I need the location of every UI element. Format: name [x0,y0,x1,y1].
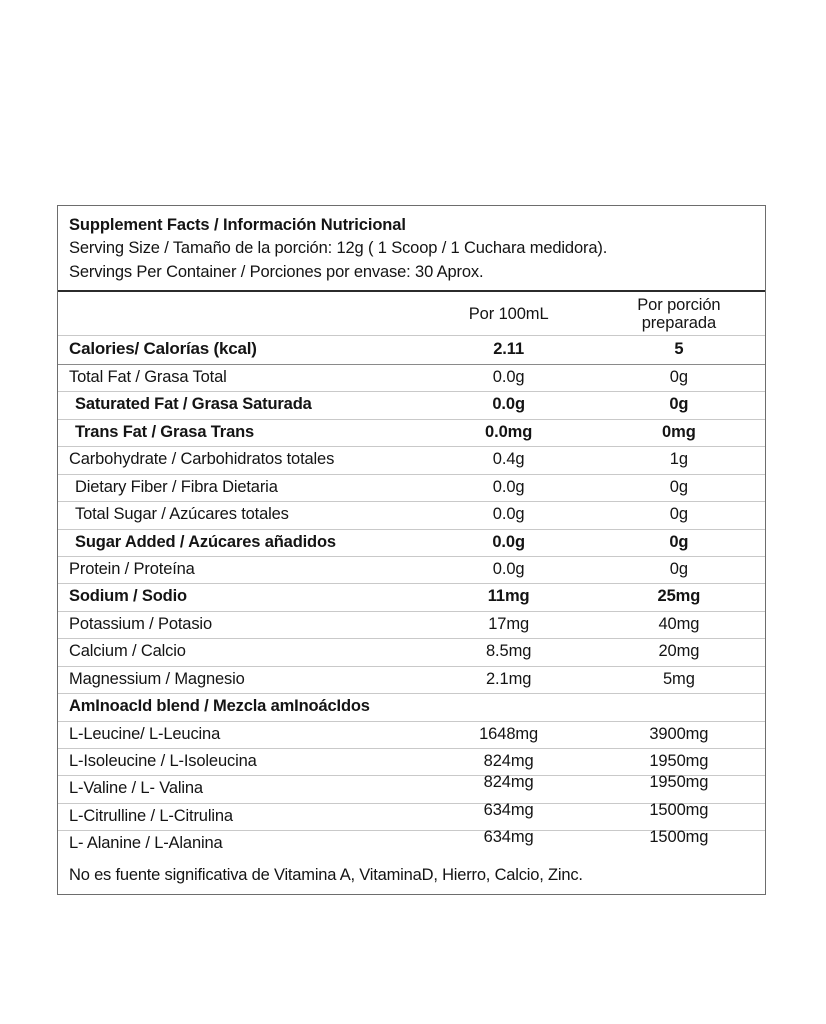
value-cell-per-serving [593,666,765,693]
nutrient-label: Sodium / Sodio [69,587,187,606]
value-cell-per-100ml [425,639,593,666]
value-per-serving: 0g [669,395,689,414]
value-per-serving: 1g [669,450,688,469]
value-per-serving: 1500mg [649,800,709,819]
nutrient-label: L- Alanine / L-Alanina [69,834,223,853]
value-cell-per-100ml [425,529,593,556]
nutrient-label: Protein / Proteína [69,559,195,578]
nutrient-label-cell [58,502,425,529]
value-cell-per-serving [593,502,765,529]
value-cell-per-100ml [425,335,593,364]
value-cell-per-100ml [425,419,593,446]
value-cell-per-serving [593,392,765,419]
nutrient-label-cell [58,776,425,803]
value-cell-per-serving [593,419,765,446]
value-per-100ml: 0.0g [492,559,525,578]
column-header-per-serving-line1: Por porción [637,295,721,314]
value-cell-per-serving [593,335,765,364]
nutrient-label-cell [58,721,425,748]
value-cell-per-serving [593,556,765,583]
value-per-serving: 1500mg [649,828,709,847]
column-header-per-100ml-label: Por 100mL [468,305,549,324]
table-row [58,694,765,721]
value-per-100ml: 1648mg [479,724,539,743]
value-per-100ml: 0.0mg [485,422,533,441]
servings-per-container-line: Servings Per Container / Porciones por envase: 30 Aprox. [69,263,484,282]
value-cell-per-100ml [425,502,593,529]
table-row [58,584,765,611]
nutrient-label-cell [58,611,425,638]
value-per-serving: 25mg [657,587,701,606]
nutrient-label-cell [58,584,425,611]
value-cell-per-100ml [425,666,593,693]
value-per-serving: 0g [669,477,688,496]
value-cell-per-100ml [425,584,593,611]
table-row [58,335,765,364]
nutrient-label-cell [58,474,425,501]
value-cell-per-100ml [425,828,593,858]
value-cell-per-serving [593,694,765,721]
value-cell-per-100ml [425,474,593,501]
footer-note: No es fuente significativa de Vitamina A, VitaminaD, Hierro, Calcio, Zinc. [69,865,583,884]
value-per-serving: 1950mg [649,773,709,792]
table-row [58,556,765,583]
nutrient-label: Potassium / Potasio [69,614,212,633]
value-per-100ml: 17mg [488,614,530,633]
value-per-100ml: 0.0g [492,367,525,386]
value-per-serving [593,705,765,710]
table-row [58,474,765,501]
nutrient-label: Total Sugar / Azúcares totales [75,505,289,524]
column-header-per-100ml [425,292,593,335]
value-per-100ml: 2.11 [493,339,525,358]
value-cell-per-serving [593,639,765,666]
table-row [58,364,765,391]
value-cell-per-serving [593,474,765,501]
table-row [58,502,765,529]
value-per-serving: 0g [669,532,689,551]
value-per-100ml: 8.5mg [485,642,532,661]
table-row [58,392,765,419]
nutrient-label: Sugar Added / Azúcares añadidos [75,532,336,551]
nutrient-label-cell [58,364,425,391]
nutrient-label: AmInoacId blend / Mezcla amInoácIdos [69,697,370,716]
value-cell-per-100ml [425,392,593,419]
value-per-100ml: 634mg [483,800,534,819]
value-per-100ml: 11mg [487,587,530,606]
value-per-serving: 5mg [662,669,695,688]
nutrient-label: Saturated Fat / Grasa Saturada [75,395,312,414]
value-per-100ml: 0.4g [492,450,525,469]
value-per-100ml: 824mg [483,773,534,792]
table-header-label-cell [58,292,425,335]
value-per-100ml: 2.1mg [485,669,532,688]
nutrient-label-cell [58,694,425,721]
nutrient-label: L-Citrulline / L-Citrulina [69,806,233,825]
nutrient-label: L-Leucine/ L-Leucina [69,724,221,743]
nutrient-label-cell [58,556,425,583]
footer-note-cell [58,858,765,894]
value-per-serving: 40mg [658,614,700,633]
supplement-facts-header [58,206,765,287]
nutrient-label-cell [58,831,425,858]
value-per-serving: 1950mg [649,752,709,771]
nutrition-table [58,292,765,894]
value-per-100ml: 824mg [483,752,534,771]
page-title: Supplement Facts / Información Nutricional [69,216,406,234]
value-per-100ml: 634mg [483,828,534,847]
value-per-serving: 20mg [658,642,700,661]
value-cell-per-100ml [425,611,593,638]
table-row [58,639,765,666]
value-cell-per-serving [593,364,765,391]
value-per-serving: 0g [669,367,688,386]
column-header-per-serving [593,292,765,335]
nutrient-label-cell [58,803,425,830]
column-header-per-serving-line2: preparada [641,314,717,333]
nutrient-label-cell [58,529,425,556]
nutrient-label-cell [58,639,425,666]
supplement-facts-panel [57,205,766,895]
value-cell-per-serving [593,447,765,474]
nutrient-label-cell [58,392,425,419]
value-per-serving: 0mg [662,422,696,441]
value-per-100ml: 0.0g [492,395,525,414]
value-per-serving: 0g [669,505,688,524]
nutrient-label: Dietary Fiber / Fibra Dietaria [75,477,278,496]
nutrient-label: Carbohydrate / Carbohidratos totales [69,450,335,469]
value-per-serving: 3900mg [649,724,709,743]
value-cell-per-100ml [425,364,593,391]
nutrient-label-cell [58,335,425,364]
table-row [58,529,765,556]
value-cell-per-serving [593,529,765,556]
nutrient-label: L-Valine / L- Valina [69,779,203,798]
value-cell-per-serving [593,721,765,748]
value-per-100ml: 0.0g [492,532,525,551]
nutrient-label-cell [58,749,425,776]
table-row [58,831,765,858]
value-cell-per-100ml [425,694,593,721]
nutrient-label-cell [58,666,425,693]
nutrient-label: L-Isoleucine / L-Isoleucina [69,752,257,771]
table-footer-row [58,858,765,894]
value-cell-per-serving [593,611,765,638]
nutrient-label-cell [58,447,425,474]
value-cell-per-100ml [425,447,593,474]
value-cell-per-serving [593,828,765,858]
nutrient-label: Magnessium / Magnesio [69,669,245,688]
value-per-serving: 5 [674,339,684,358]
table-row [58,666,765,693]
value-cell-per-100ml [425,721,593,748]
nutrient-label-cell [58,419,425,446]
table-row [58,611,765,638]
serving-size-line: Serving Size / Tamaño de la porción: 12g ( 1 Scoop / 1 Cuchara medidora). [69,239,608,258]
table-header-row [58,292,765,335]
table-row [58,721,765,748]
nutrient-label: Trans Fat / Grasa Trans [75,422,255,441]
nutrient-label: Calories/ Calorías (kcal) [69,338,257,358]
value-cell-per-serving [593,584,765,611]
value-per-serving: 0g [669,559,688,578]
table-row [58,447,765,474]
value-per-100ml: 0.0g [492,505,525,524]
table-row [58,419,765,446]
value-per-100ml [425,705,593,710]
nutrient-label: Total Fat / Grasa Total [69,367,227,386]
nutrient-label: Calcium / Calcio [69,642,186,661]
value-per-100ml: 0.0g [492,477,525,496]
value-cell-per-100ml [425,556,593,583]
